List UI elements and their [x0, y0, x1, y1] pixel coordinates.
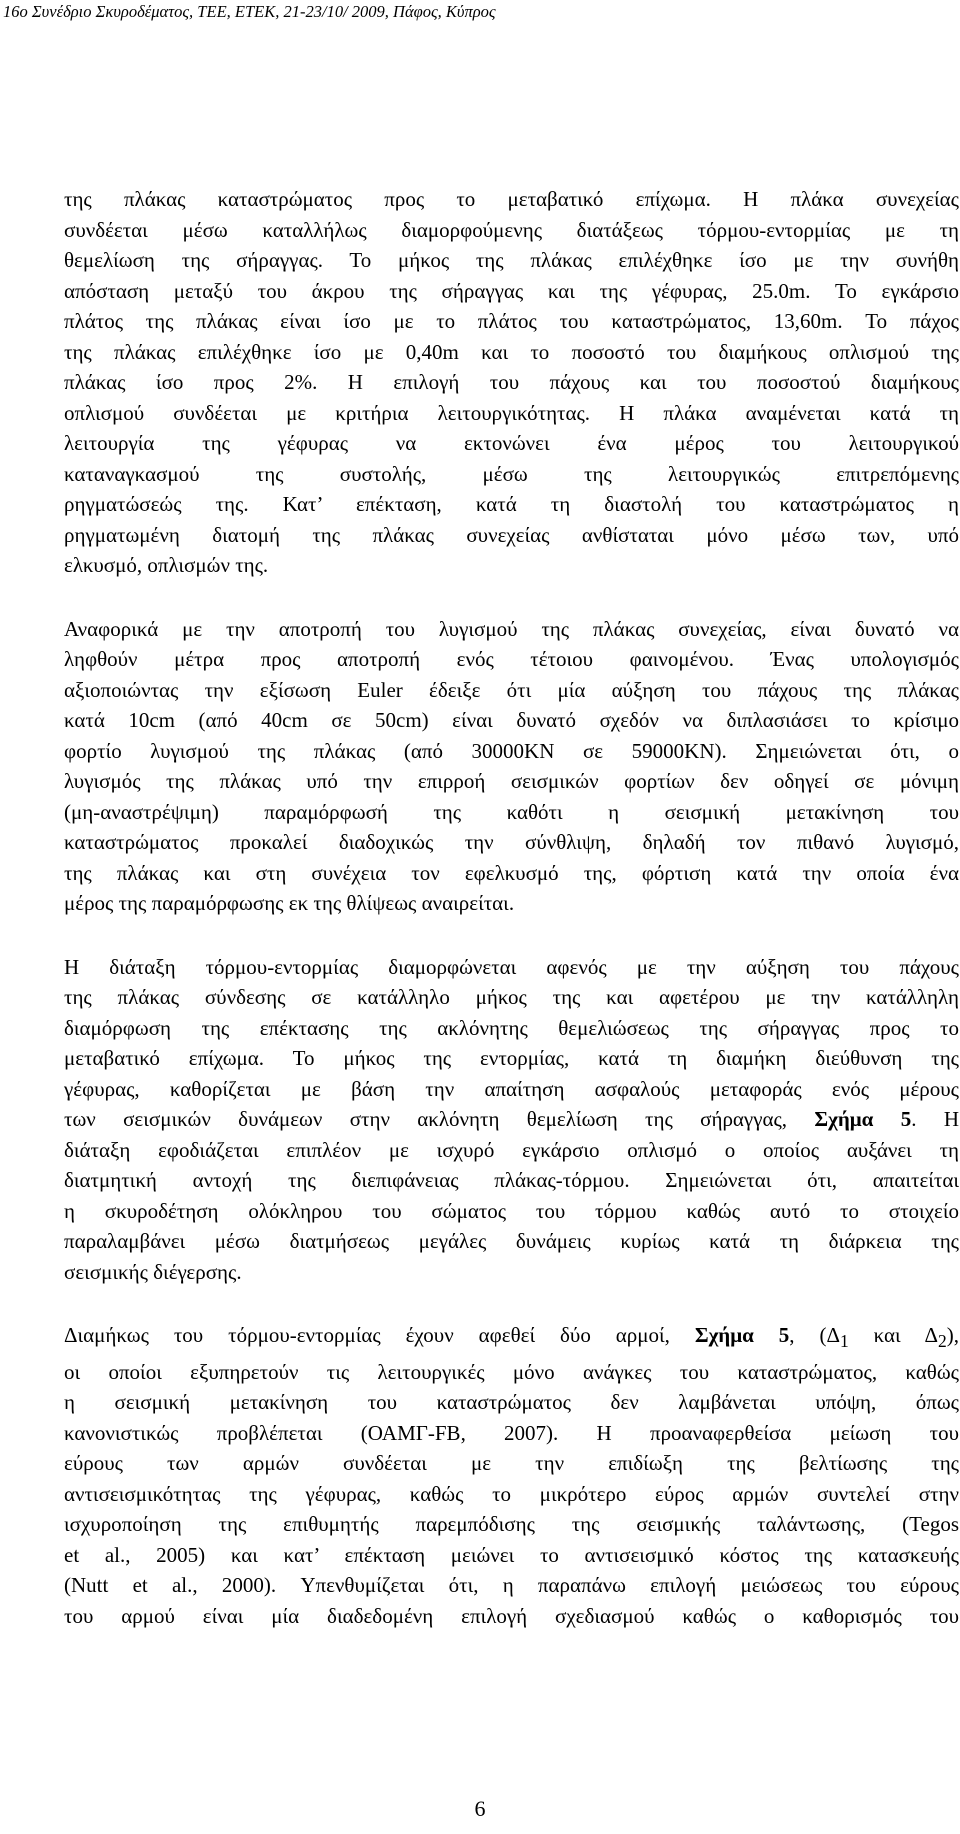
text-line: πλάκας ίσο προς 2%. Η επιλογή του πάχους και του ποσοστού διαμήκους	[64, 370, 959, 394]
text-line: συνδέεται μέσω καταλλήλως διαμορφούμενης διατάξεως τόρμου-εντορμίας με τη	[64, 217, 959, 242]
text-line: εύρους των αρμών συνδέεται με την επιδίωξη της βελτίωσης της	[64, 1451, 959, 1476]
text-line: διαμόρφωση της επέκτασης της ακλόνητης θεμελιώσεως της σήραγγας προς το	[64, 1015, 959, 1040]
text-line: λυγισμός της πλάκας υπό την επιρροή σεισμικών φορτίων δεν οδηγεί σε μόνιμη	[64, 769, 959, 793]
text-line: κατά 10cm (από 40cm σε 50cm) είναι δυνατό σχεδόν να διπλασιάσει το κρίσιμο	[64, 708, 959, 732]
text-line: γέφυρας, καθορίζεται με βάση την απαίτηση ασφαλούς μεταφοράς ενός μέρους	[64, 1076, 959, 1101]
text-line: καταναγκασμού της συστολής, μέσω της λειτουργικώς επιτρεπόμενης	[64, 461, 959, 486]
paragraph-1	[64, 184, 959, 581]
text-line-with-figure-ref	[64, 1320, 959, 1357]
text-segment: , (Δ	[789, 1323, 840, 1347]
text-line: παραλαμβάνει μέσω διατμήσεως μεγάλες δυνάμεις κυρίως κατά τη διάρκεια της	[64, 1229, 959, 1253]
text-segment: των σεισμικών δυνάμεων στην ακλόνητη θεμελίωση της σήραγγας,	[64, 1107, 788, 1131]
text-line: (Nutt et al., 2000). Υπενθυμίζεται ότι, η παραπάνω επιλογή μειώσεως του εύρους	[64, 1573, 959, 1598]
text-line: αξιοποιώντας την εξίσωση Euler έδειξε ότι μία αύξηση του πάχους της πλάκας	[64, 677, 959, 702]
text-line: Η διάταξη τόρμου-εντορμίας διαμορφώνεται αφενός με την αύξηση του πάχους	[64, 954, 959, 979]
subscript: 1	[839, 1331, 849, 1352]
paragraph-2	[64, 614, 959, 919]
text-line: πλάτος της πλάκας είναι ίσο με το πλάτος του καταστρώματος, 13,60m. Το πάχος	[64, 309, 959, 333]
paragraph-4	[64, 1320, 959, 1631]
figure-reference: Σχήμα 5	[814, 1107, 912, 1131]
text-line: κανονιστικώς προβλέπεται (ΟΑΜΓ-FB, 2007). Η προαναφερθείσα μείωση του	[64, 1420, 959, 1445]
text-line: σεισμικής διέγερσης.	[64, 1259, 242, 1284]
text-line: η σκυροδέτηση ολόκληρου του σώματος του τόρμου καθώς αυτό το στοιχείο	[64, 1198, 959, 1223]
text-line: θεμελίωση της σήραγγας. Το μήκος της πλάκας επιλέχθηκε ίσο με την συνήθη	[64, 248, 959, 272]
running-header: 16ο Συνέδριο Σκυροδέματος, ΤΕΕ, ΕΤΕΚ, 21-23/10/ 2009, Πάφος, Κύπρος	[3, 2, 496, 21]
text-segment: και Δ	[848, 1323, 938, 1347]
text-line: ληφθούν μέτρα προς αποτροπή ενός τέτοιου φαινομένου. Ένας υπολογισμός	[64, 647, 959, 671]
text-line: καταστρώματος προκαλεί διαδοχικώς την σύνθλιψη, δηλαδή τον πιθανό λυγισμό,	[64, 830, 959, 854]
body-text	[64, 184, 959, 1664]
text-line-with-figure-ref	[64, 1104, 959, 1135]
text-segment: . Η	[911, 1107, 960, 1131]
subscript: 2	[938, 1331, 947, 1352]
text-line: αντισεισμικότητας της γέφυρας, καθώς το μικρότερο εύρος αρμών συντελεί στην	[64, 1481, 959, 1506]
text-line: διατμητική αντοχή της διεπιφάνειας πλάκας-τόρμου. Σημειώνεται ότι, απαιτείται	[64, 1168, 959, 1192]
page-number: 6	[474, 1796, 486, 1821]
text-segment: ),	[946, 1323, 959, 1347]
text-line: ρηγματωμένη διατομή της πλάκας συνεχείας ανθίσταται μόνο μέσω των, υπό	[64, 522, 959, 547]
text-line: φορτίο λυγισμού της πλάκας (από 30000KN σε 59000KN). Σημειώνεται ότι, ο	[64, 738, 959, 763]
text-line: διάταξη εφοδιάζεται επιπλέον με ισχυρό εγκάρσιο οπλισμό ο οποίος αυξάνει τη	[64, 1137, 959, 1162]
figure-reference: Σχήμα 5	[694, 1323, 790, 1347]
text-line: λειτουργία της γέφυρας να εκτονώνει ένα μέρος του λειτουργικού	[64, 431, 959, 455]
text-line: μέρος της παραμόρφωσης εκ της θλίψεως αναιρείται.	[64, 891, 515, 915]
text-line: et al., 2005) και κατ’ επέκταση μειώνει το αντισεισμικό κόστος της κατασκευής	[64, 1542, 959, 1567]
text-line: ελκυσμό, οπλισμών της.	[64, 553, 269, 577]
text-line: η σεισμική μετακίνηση του καταστρώματος δεν λαμβάνεται υπόψη, όπως	[64, 1390, 959, 1415]
text-line: της πλάκας καταστρώματος προς το μεταβατικό επίχωμα. Η πλάκα συνεχείας	[64, 187, 959, 211]
text-line: της πλάκας επιλέχθηκε ίσο με 0,40m και το ποσοστό του διαμήκους οπλισμού της	[64, 339, 959, 364]
paragraph-3	[64, 952, 959, 1288]
text-line: απόσταση μεταξύ του άκρου της σήραγγας και της γέφυρας, 25.0m. Το εγκάρσιο	[64, 278, 959, 303]
text-line: οπλισμού συνδέεται με κριτήρια λειτουργικότητας. Η πλάκα αναμένεται κατά τη	[64, 400, 959, 425]
text-line: ισχυροποίηση της επιθυμητής παρεμπόδισης της σεισμικής ταλάντωσης, (Tegos	[64, 1512, 959, 1537]
text-segment: Διαμήκως του τόρμου-εντορμίας έχουν αφεθεί δύο αρμοί,	[64, 1323, 670, 1347]
text-line: ρηγματώσεώς της. Κατ’ επέκταση, κατά τη διαστολή του καταστρώματος η	[64, 492, 959, 516]
text-line: Αναφορικά με την αποτροπή του λυγισμού της πλάκας συνεχείας, είναι δυνατό να	[64, 616, 959, 641]
text-line: οι οποίοι εξυπηρετούν τις λειτουργικές μόνο ανάγκες του καταστρώματος, καθώς	[64, 1359, 959, 1384]
text-line: (μη-αναστρέψιμη) παραμόρφωσή της καθότι η σεισμική μετακίνηση του	[64, 799, 959, 824]
text-line: της πλάκας και στη συνέχεια τον εφελκυσμό της, φόρτιση κατά την οποία ένα	[64, 860, 959, 885]
text-line: του αρμού είναι μία διαδεδομένη επιλογή σχεδιασμού καθώς ο καθορισμός του	[64, 1603, 959, 1628]
text-line: της πλάκας σύνδεσης σε κατάλληλο μήκος της και αφετέρου με την κατάλληλη	[64, 985, 959, 1009]
text-line: μεταβατικό επίχωμα. Το μήκος της εντορμίας, κατά τη διαμήκη διεύθυνση της	[64, 1046, 959, 1070]
